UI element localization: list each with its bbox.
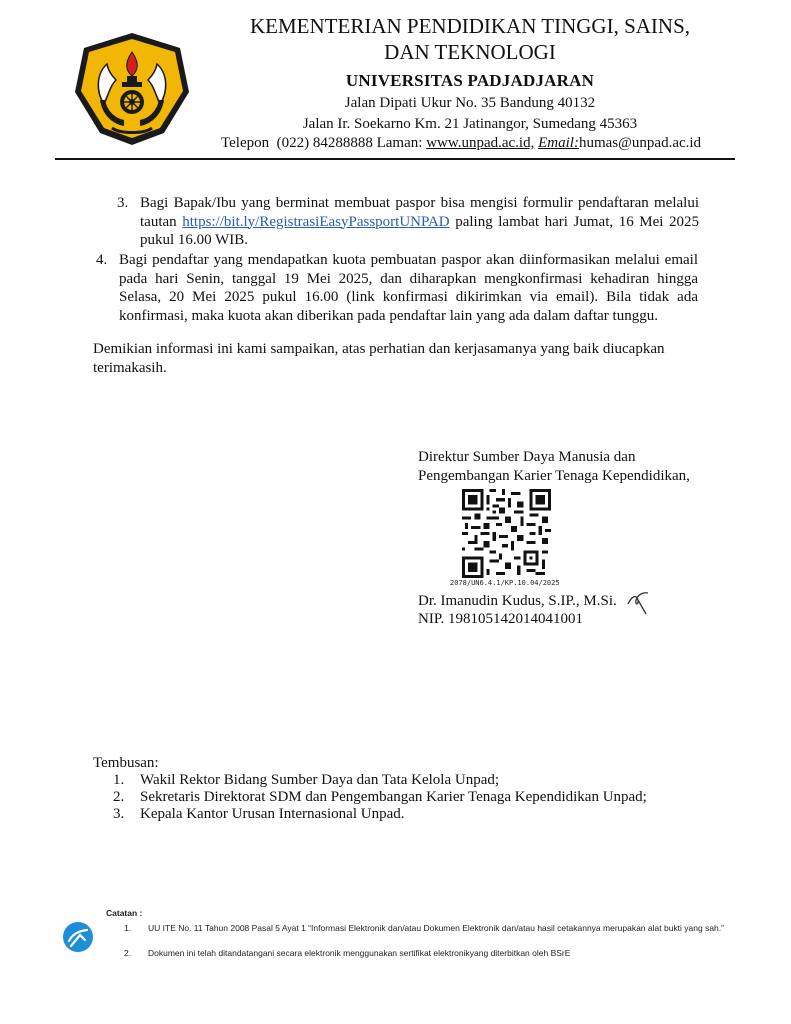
signatory-name: Dr. Imanudin Kudus, S.IP., M.Si. bbox=[418, 593, 617, 609]
phone-number: (022) 84288888 bbox=[276, 135, 373, 151]
tembusan-text: Wakil Rektor Bidang Sumber Daya dan Tata Kelola Unpad; bbox=[140, 772, 500, 788]
signature-qr-code bbox=[462, 489, 551, 578]
email-address[interactable]: humas@unpad.ac.id bbox=[578, 135, 702, 151]
footer-note-text: Dokumen ini telah ditandatangani secara elektronik menggunakan sertifikat elektronikyang diterbitkan oleh BSrE bbox=[148, 948, 571, 958]
web-label: Laman: bbox=[376, 135, 423, 151]
signatory-title-line2: Pengembangan Karier Tenaga Kependidikan, bbox=[418, 468, 690, 484]
address-jatinangor: Jalan Ir. Soekarno Km. 21 Jatinangor, Sumedang 45363 bbox=[302, 116, 638, 132]
signature-mark bbox=[626, 590, 654, 616]
ministry-name-line1: KEMENTERIAN PENDIDIKAN TINGGI, SAINS, bbox=[250, 14, 690, 38]
tembusan-text: Sekretaris Direktorat SDM dan Pengembangan Karier Tenaga Kependidikan Unpad; bbox=[140, 789, 647, 805]
item-3-after: paling lambat hari Jumat, 16 Mei 2025 pukul 16.00 WIB. bbox=[140, 213, 700, 248]
website-link[interactable]: www.unpad.ac.id, bbox=[426, 135, 535, 151]
tembusan-title: Tembusan: bbox=[93, 755, 159, 771]
footer-note-text: UU ITE No. 11 Tahun 2008 Pasal 5 Ayat 1 “Informasi Elektronik dan/atau Dokumen Elektronik dan/atau hasil cetakannya merupakan alat bukti yang sah.” bbox=[148, 923, 724, 933]
item-4-text: Bagi pendaftar yang mendapatkan kuota pembuatan paspor akan diinformasikan melalui email pada hari Senin, tanggal 19 Mei 2025, dan diharapkan mengkonfirmasi kehadiran hingga Selasa, 20 Mei 2025 pukul 16.00 (link konfirmasi dikirimkan via email). Bila tidak ada konfirmasi, maka kuota akan diberikan pada pendaftar lain yang ada dalam daftar tunggu. bbox=[119, 252, 698, 324]
university-logo bbox=[72, 30, 192, 148]
contact-line bbox=[221, 134, 701, 153]
tembusan-number: 1. bbox=[113, 772, 125, 788]
tembusan-number: 3. bbox=[113, 806, 125, 822]
phone-label: Telepon bbox=[221, 135, 270, 151]
item-3-number: 3. bbox=[117, 195, 129, 211]
signatory-nip: NIP. 198105142014041001 bbox=[418, 611, 584, 627]
address-bandung: Jalan Dipati Ukur No. 35 Bandung 40132 bbox=[344, 95, 596, 111]
footer-title: Catatan : bbox=[106, 908, 143, 918]
signatory-title-line1: Direktur Sumber Daya Manusia dan bbox=[418, 449, 636, 465]
university-name: UNIVERSITAS PADJADJARAN bbox=[345, 71, 595, 90]
header-divider bbox=[55, 158, 735, 160]
bsre-badge-icon bbox=[62, 921, 94, 953]
tembusan-text: Kepala Kantor Urusan Internasional Unpad. bbox=[140, 806, 405, 822]
item-3-before: Bagi Bapak/Ibu yang berminat membuat paspor bisa mengisi formulir pendaftaran melalui tautan bbox=[140, 195, 699, 230]
footer-note-number: 2. bbox=[124, 948, 132, 958]
closing-paragraph: Demikian informasi ini kami sampaikan, atas perhatian dan kerjasamanya yang baik diucapkan terimakasih. bbox=[93, 341, 665, 376]
tembusan-number: 2. bbox=[113, 789, 125, 805]
item-3-text bbox=[140, 194, 699, 250]
ministry-name-line2: DAN TEKNOLOGI bbox=[384, 40, 556, 64]
item-4-number: 4. bbox=[96, 252, 108, 268]
email-label: Email: bbox=[538, 135, 579, 151]
registration-link[interactable]: https://bit.ly/RegistrasiEasyPassportUNPAD bbox=[182, 213, 450, 230]
qr-reference-number: 2078/UN6.4.1/KP.10.04/2025 bbox=[450, 579, 560, 587]
tembusan-item bbox=[113, 805, 405, 824]
footer-note-number: 1. bbox=[124, 923, 132, 933]
